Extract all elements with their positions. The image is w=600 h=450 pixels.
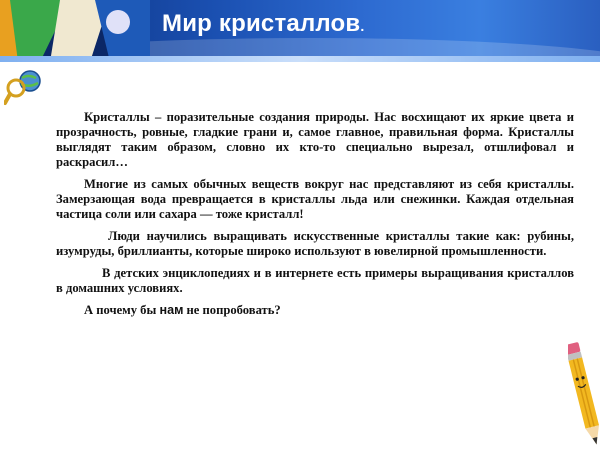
emphasis-word: нам bbox=[159, 303, 184, 317]
paragraph-2: Многие из самых обычных веществ вокруг нас представляют из себя кристаллы. Замерзающая вода превращается в кристаллы льда или снежинки. Каждая отдельная частица соли или сахара — тоже кристалл! bbox=[56, 177, 574, 221]
slide-title: Мир кристаллов. bbox=[162, 10, 365, 37]
slide-header bbox=[0, 0, 600, 62]
paragraph-4: В детских энциклопедиях и в интернете есть примеры выращивания кристаллов в домашних условиях. bbox=[56, 266, 574, 295]
magnifier-globe-icon bbox=[4, 66, 46, 106]
header-underline bbox=[0, 56, 600, 62]
paragraph-1: Кристаллы – поразительные создания природы. Нас восхищают их яркие цвета и прозрачность, ровные, гладкие грани и, самое главное, правильная форма. Кристаллы выглядят таким образом, словно их кто-то специально вырезал, отшлифовал и раскрасил… bbox=[56, 110, 574, 169]
pencil-icon bbox=[568, 338, 600, 450]
header-decoration bbox=[0, 0, 150, 62]
paragraph-3: Люди научились выращивать искусственные кристаллы такие как: рубины, изумруды, бриллианты, которые широко используют в ювелирной промышленности. bbox=[56, 229, 574, 258]
paragraph-5: А почему бы нам не попробовать? bbox=[84, 303, 281, 317]
slide-body bbox=[56, 110, 574, 325]
